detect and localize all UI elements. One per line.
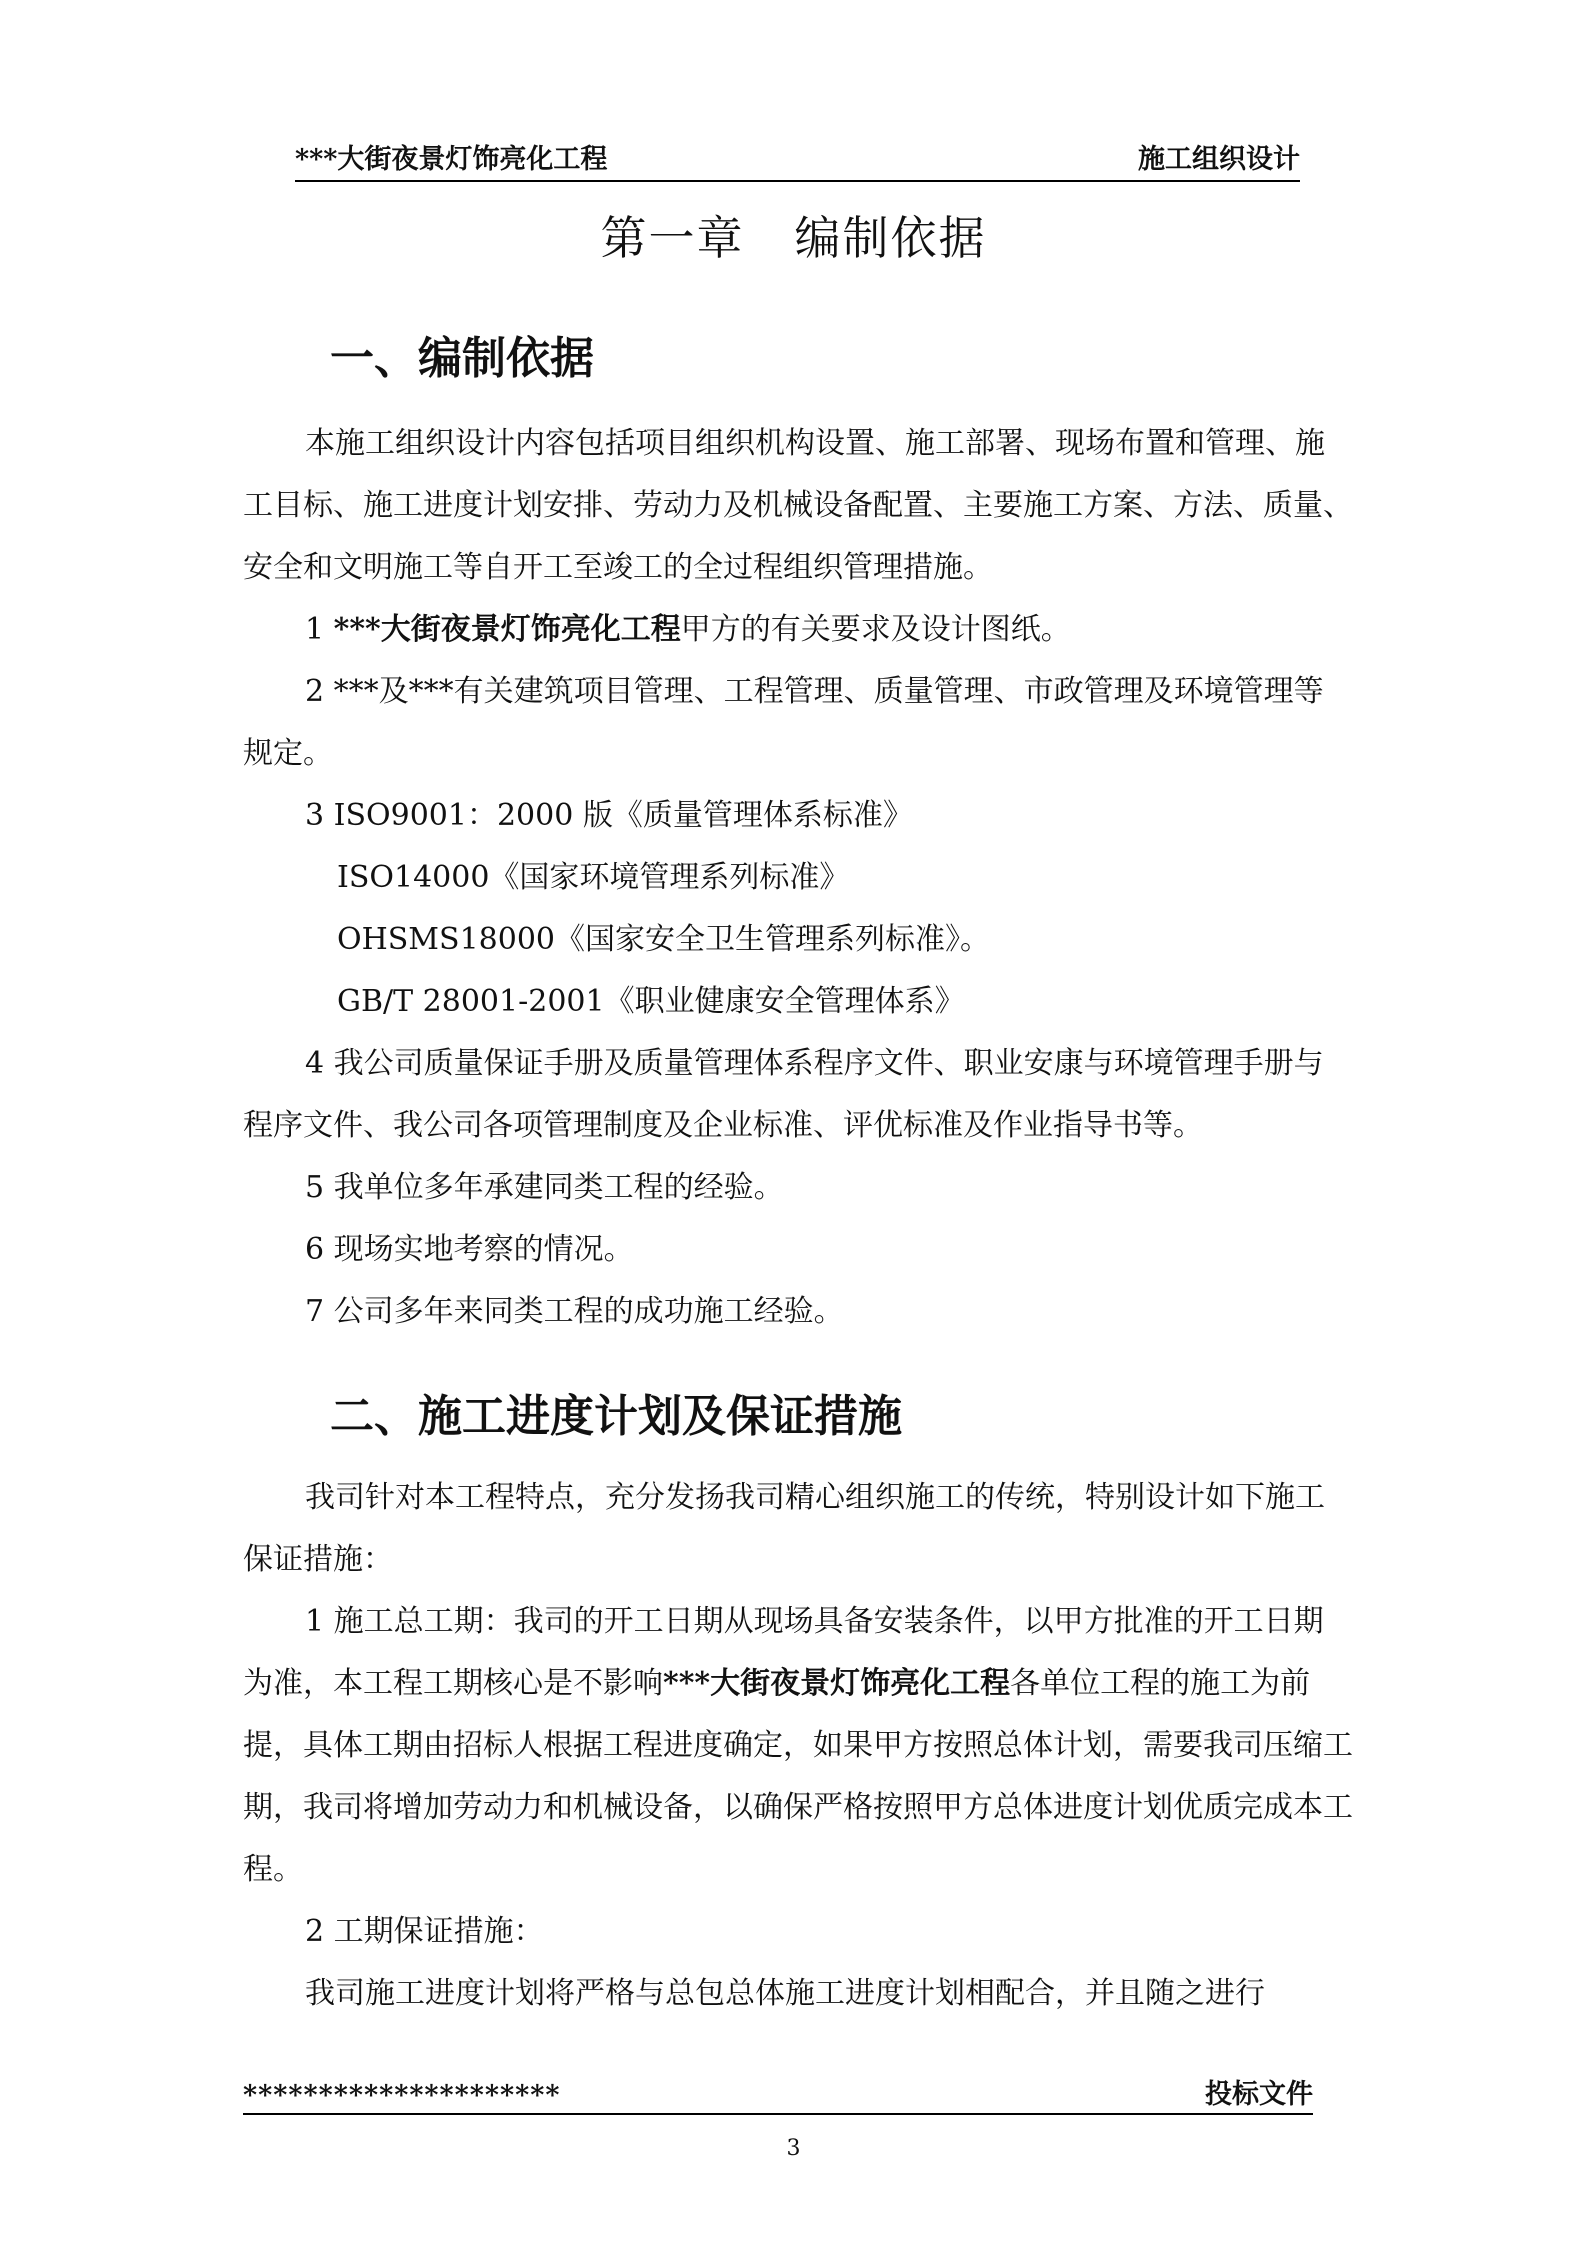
basis-item-5: 5 我单位多年承建同类工程的经验。 [305,1170,784,1205]
chapter-number: 第一章 [600,211,745,265]
chapter-name: 编制依据 [794,211,987,265]
page-number: 3 [786,2136,801,2161]
section-heading-1: 一、编制依据 [330,333,594,384]
basis-item-2: 2 ***及***有关建筑项目管理、工程管理、质量管理、市政管理及环境管理等规定。 [243,674,1324,771]
page-header [295,140,1300,182]
section-2-body [243,1467,1353,2025]
schedule-item-2: 2 工期保证措施： [305,1914,544,1949]
basis-item-1-text: 甲方的有关要求及设计图纸。 [680,612,1071,647]
basis-item-3-sub-1: ISO14000《国家环境管理系列标准》 [337,860,850,895]
chapter-title [0,202,1587,268]
section-2-intro: 我司针对本工程特点，充分发扬我司精心组织施工的传统，特别设计如下施工保证措施： [243,1480,1325,1577]
footer-company-mask: ********************* [243,2080,561,2111]
basis-item-3-sub-3: GB/T 28001-2001《职业健康安全管理体系》 [337,984,965,1019]
schedule-item-1-text-b: 各单位工程的施工为前提，具体工期由招标人根据工程进度确定，如果甲方按照总体计划，需要我司压缩工期，我司将增加劳动力和机械设备，以确保严格按照甲方总体进度计划优质完成本工程。 [243,1666,1353,1887]
basis-item-1-project: ***大街夜景灯饰亮化工程 [333,612,681,647]
schedule-item-1 [243,1591,1353,1901]
basis-item-6: 6 现场实地考察的情况。 [305,1232,634,1267]
basis-item-3: 3 ISO9001：2000 版《质量管理体系标准》 [305,798,913,833]
schedule-item-1-project: ***大街夜景灯饰亮化工程 [663,1666,1011,1701]
schedule-item-2-text: 我司施工进度计划将严格与总包总体施工进度计划相配合，并且随之进行 [305,1976,1265,2011]
schedule-item-1-text-a: 1 施工总工期：我司的开工日期从现场具备安装条件，以甲方批准的开工日期为准，本工程工期核心是不影响 [243,1604,1324,1701]
section-1-intro: 本施工组织设计内容包括项目组织机构设置、施工部署、现场布置和管理、施工目标、施工进度计划安排、劳动力及机械设备配置、主要施工方案、方法、质量、安全和文明施工等自开工至竣工的全过程组织管理措施。 [243,426,1353,585]
basis-item-1 [243,599,1353,661]
basis-item-7: 7 公司多年来同类工程的成功施工经验。 [305,1294,844,1329]
section-1-body [243,413,1353,1343]
header-doc-type: 施工组织设计 [1138,144,1300,175]
footer-doc-label: 投标文件 [1205,2079,1313,2110]
basis-item-3-sub-2: OHSMS18000《国家安全卫生管理系列标准》。 [337,922,991,957]
basis-item-4: 4 我公司质量保证手册及质量管理体系程序文件、职业安康与环境管理手册与程序文件、我公司各项管理制度及企业标准、评优标准及作业指导书等。 [243,1046,1324,1143]
basis-item-1-number: 1 [305,612,334,647]
section-heading-2: 二、施工进度计划及保证措施 [330,1391,902,1442]
header-project-title: ***大街夜景灯饰亮化工程 [295,144,608,175]
page-footer [243,2075,1313,2115]
